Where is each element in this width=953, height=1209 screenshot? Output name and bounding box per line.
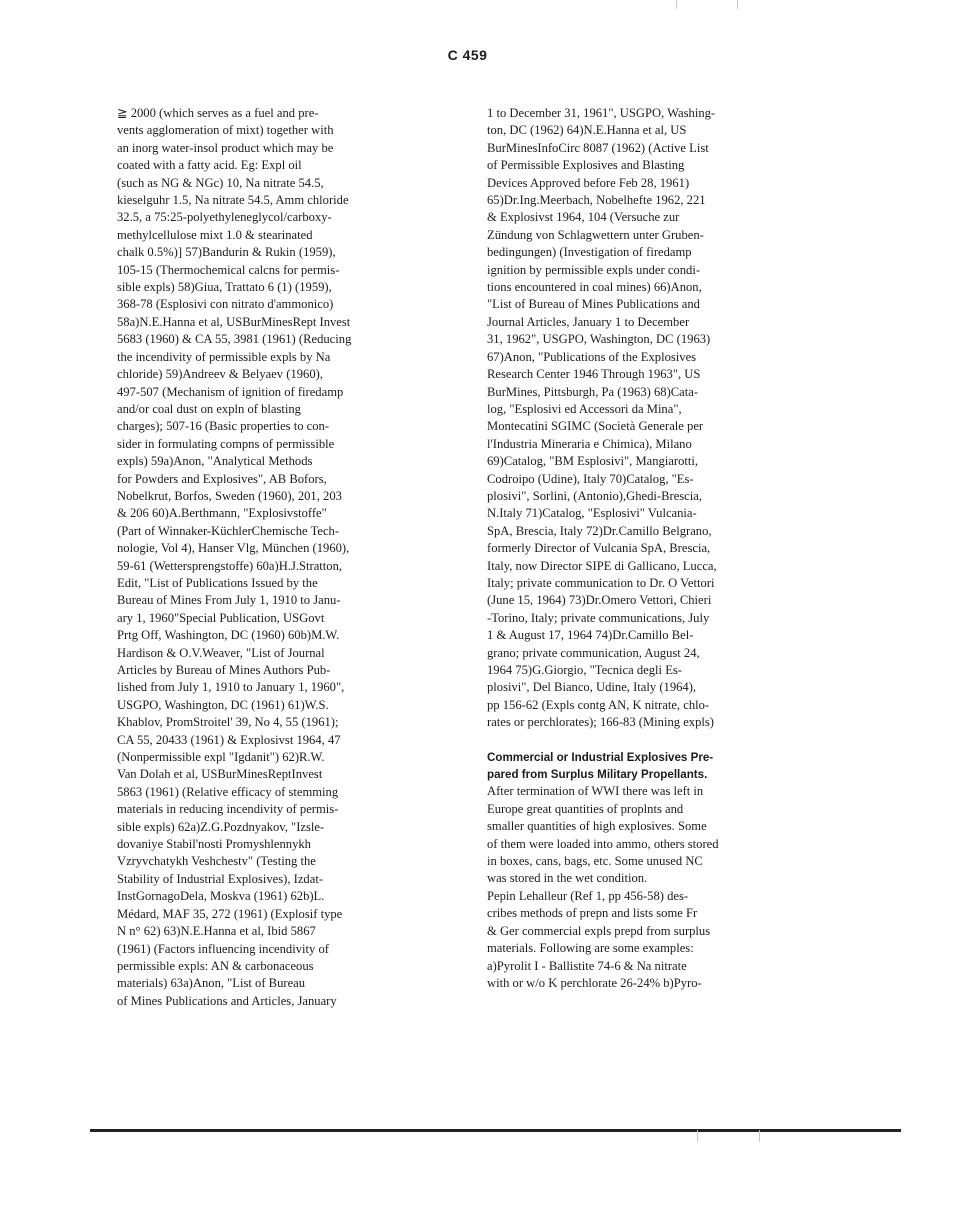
scan-tick-mark: [697, 1130, 698, 1142]
paragraph-gap: [487, 732, 799, 749]
text-line: 497-507 (Mechanism of ignition of firedamp: [117, 384, 344, 399]
text-line: 105-15 (Thermochemical calcns for permis-: [117, 262, 340, 277]
text-line: Hardison & O.V.Weaver, "List of Journal: [117, 645, 325, 660]
text-line: & Ger commercial expls prepd from surplus: [487, 923, 711, 938]
text-line: Montecatini SGIMC (Società Generale per: [487, 419, 704, 434]
scan-tick-mark: [759, 1130, 760, 1142]
text-line: and/or coal dust on expln of blasting: [117, 401, 301, 416]
text-line: "List of Bureau of Mines Publications and: [487, 297, 700, 312]
text-line: vents agglomeration of mixt) together with: [117, 123, 334, 138]
scan-tick-mark: [676, 0, 677, 9]
text-line: l'Industria Mineraria e Chimica), Milano: [487, 436, 692, 451]
text-line: Vzryvchatykh Veshchestv" (Testing the: [117, 854, 316, 869]
text-line: Research Center 1946 Through 1963", US: [487, 367, 701, 382]
page-number-header: C 459: [447, 47, 488, 63]
reference-list-continued: [487, 105, 799, 732]
text-line: materials in reducing incendivity of permis-: [117, 802, 339, 817]
text-line: methylcellulose mixt 1.0 & stearinated: [117, 227, 313, 242]
text-line: ignition by permissible expls under condi-: [487, 262, 701, 277]
text-line: N.Italy 71)Catalog, "Esplosivi" Vulcania-: [487, 506, 697, 521]
text-line: 1964 75)G.Giorgio, "Tecnica degli Es-: [487, 663, 682, 677]
section-heading: [487, 749, 799, 784]
text-line: Articles by Bureau of Mines Authors Pub-: [117, 663, 331, 677]
text-line: ≧ 2000 (which serves as a fuel and pre-: [117, 106, 319, 120]
text-line: 5863 (1961) (Relative efficacy of stemming: [117, 784, 339, 799]
text-line: Devices Approved before Feb 28, 1961): [487, 175, 690, 190]
text-line: nologie, Vol 4), Hanser Vlg, München (1960),: [117, 541, 350, 556]
text-line: Prtg Off, Washington, DC (1960) 60b)M.W.: [117, 628, 340, 643]
text-line: smaller quantities of high explosives. Some: [487, 819, 707, 834]
text-line: USGPO, Washington, DC (1961) 61)W.S.: [117, 697, 329, 712]
text-line: pared from Surplus Military Propellants.: [487, 768, 708, 782]
text-line: 1 to December 31, 1961", USGPO, Washing-: [487, 106, 716, 120]
text-line: (1961) (Factors influencing incendivity of: [117, 941, 329, 956]
text-line: Italy, now Director SIPE di Gallicano, Lucca,: [487, 558, 717, 573]
text-line: formerly Director of Vulcania SpA, Brescia,: [487, 541, 711, 556]
text-line: expls) 59a)Anon, "Analytical Methods: [117, 454, 313, 469]
text-line: an inorg water-insol product which may be: [117, 140, 334, 155]
text-line: Italy; private communication to Dr. O Vettori: [487, 575, 715, 590]
text-line: Médard, MAF 35, 272 (1961) (Explosif type: [117, 906, 343, 921]
text-line: plosivi", Del Bianco, Udine, Italy (1964),: [487, 680, 697, 695]
text-line: BurMines, Pittsburgh, Pa (1963) 68)Cata-: [487, 384, 699, 399]
text-line: of Mines Publications and Articles, January: [117, 993, 337, 1008]
text-line: Bureau of Mines From July 1, 1910 to Janu-: [117, 593, 341, 608]
text-line: materials) 63a)Anon, "List of Bureau: [117, 976, 306, 991]
text-line: & 206 60)A.Berthmann, "Explosivstoffe": [117, 506, 327, 521]
text-line: Edit, "List of Publications Issued by the: [117, 575, 318, 590]
text-line: N n° 62) 63)N.E.Hanna et al, Ibid 5867: [117, 924, 316, 939]
text-line: plosivi", Sorlini, (Antonio),Ghedi-Brescia,: [487, 488, 703, 503]
text-line: 32.5, a 75:25-polyethyleneglycol/carboxy-: [117, 210, 332, 225]
text-line: sider in formulating compns of permissible: [117, 436, 335, 451]
text-line: rates or perchlorates); 166-83 (Mining expls): [487, 715, 714, 730]
text-line: & Explosivst 1964, 104 (Versuche zur: [487, 210, 680, 225]
scan-tick-mark: [737, 0, 738, 9]
left-column: [117, 105, 435, 1010]
section-body: [487, 783, 799, 992]
text-line: bedingungen) (Investigation of firedamp: [487, 245, 692, 260]
text-line: grano; private communication, August 24,: [487, 645, 700, 660]
text-line: for Powders and Explosives", AB Bofors,: [117, 471, 327, 486]
text-line: Codroipo (Udine), Italy 70)Catalog, "Es-: [487, 471, 694, 486]
text-line: BurMinesInfoCirc 8087 (1962) (Active List: [487, 140, 709, 155]
text-line: 65)Dr.Ing.Meerbach, Nobelhefte 1962, 221: [487, 193, 706, 208]
text-line: chalk 0.5%)] 57)Bandurin & Rukin (1959),: [117, 245, 336, 260]
text-line: permissible expls: AN & carbonaceous: [117, 958, 314, 973]
text-line: Stability of Industrial Explosives), Izdat-: [117, 871, 324, 886]
footer-rule: [90, 1129, 901, 1132]
text-line: (Part of Winnaker-KüchlerChemische Tech-: [117, 523, 340, 538]
text-line: log, "Esplosivi ed Accessori da Mina",: [487, 401, 682, 416]
text-line: 368-78 (Esplosivi con nitrato d'ammonico): [117, 297, 334, 312]
text-line: in boxes, cans, bags, etc. Some unused NC: [487, 854, 703, 869]
text-line: Zündung von Schlagwettern unter Gruben-: [487, 227, 704, 242]
text-line: 69)Catalog, "BM Esplosivi", Mangiarotti,: [487, 454, 699, 469]
text-line: ary 1, 1960"Special Publication, USGovt: [117, 610, 325, 625]
text-line: lished from July 1, 1910 to January 1, 1960",: [117, 680, 345, 695]
right-column: [487, 105, 799, 992]
text-line: Van Dolah et al, USBurMinesReptInvest: [117, 767, 323, 782]
text-line: kieselguhr 1.5, Na nitrate 54.5, Amm chloride: [117, 193, 349, 208]
text-line: (Nonpermissible expl "Igdanit") 62)R.W.: [117, 750, 325, 765]
text-line: ton, DC (1962) 64)N.E.Hanna et al, US: [487, 123, 687, 138]
text-line: 58a)N.E.Hanna et al, USBurMinesRept Invest: [117, 314, 351, 329]
text-line: (such as NG & NGc) 10, Na nitrate 54.5,: [117, 175, 324, 190]
text-line: materials. Following are some examples:: [487, 941, 694, 956]
text-line: -Torino, Italy; private communications, July: [487, 610, 710, 625]
text-line: 5683 (1960) & CA 55, 3981 (1961) (Reducing: [117, 332, 352, 347]
text-line: 31, 1962", USGPO, Washington, DC (1963): [487, 332, 711, 347]
text-line: Nobelkrut, Borfos, Sweden (1960), 201, 203: [117, 488, 342, 503]
text-line: Europe great quantities of proplnts and: [487, 801, 684, 816]
text-line: the incendivity of permissible expls by Na: [117, 349, 331, 364]
text-line: 59-61 (Wettersprengstoffe) 60a)H.J.Stratton,: [117, 558, 343, 573]
text-line: coated with a fatty acid. Eg: Expl oil: [117, 158, 302, 173]
text-line: After termination of WWI there was left in: [487, 784, 704, 799]
text-line: SpA, Brescia, Italy 72)Dr.Camillo Belgrano,: [487, 523, 712, 538]
text-line: Commercial or Industrial Explosives Pre-: [487, 750, 714, 764]
text-line: CA 55, 20433 (1961) & Explosivst 1964, 47: [117, 732, 341, 747]
text-line: sible expls) 58)Giua, Trattato 6 (1) (1959),: [117, 280, 332, 295]
text-line: Journal Articles, January 1 to December: [487, 314, 690, 329]
text-line: cribes methods of prepn and lists some Fr: [487, 906, 698, 921]
text-line: InstGornagoDela, Moskva (1961) 62b)L.: [117, 889, 325, 904]
text-line: pp 156-62 (Expls contg AN, K nitrate, chlo-: [487, 697, 710, 712]
text-line: sible expls) 62a)Z.G.Pozdnyakov, "Izsle-: [117, 819, 325, 834]
text-line: dovaniye Stabil'nosti Promyshlennykh: [117, 837, 311, 852]
text-line: 67)Anon, "Publications of the Explosives: [487, 349, 697, 364]
text-line: Pepin Lehalleur (Ref 1, pp 456-58) des-: [487, 888, 689, 903]
text-line: a)Pyrolit I - Ballistite 74-6 & Na nitrate: [487, 958, 687, 973]
text-line: 1 & August 17, 1964 74)Dr.Camillo Bel-: [487, 628, 694, 643]
text-line: (June 15, 1964) 73)Dr.Omero Vettori, Chieri: [487, 593, 712, 608]
text-line: tions encountered in coal mines) 66)Anon,: [487, 280, 702, 295]
text-line: with or w/o K perchlorate 26-24% b)Pyro-: [487, 975, 702, 990]
text-line: of them were loaded into ammo, others stored: [487, 836, 719, 851]
text-line: of Permissible Explosives and Blasting: [487, 158, 685, 173]
text-line: charges); 507-16 (Basic properties to con-: [117, 419, 330, 434]
text-line: chloride) 59)Andreev & Belyaev (1960),: [117, 367, 323, 382]
text-line: was stored in the wet condition.: [487, 871, 648, 886]
text-line: Khablov, PromStroitel' 39, No 4, 55 (1961);: [117, 715, 339, 730]
